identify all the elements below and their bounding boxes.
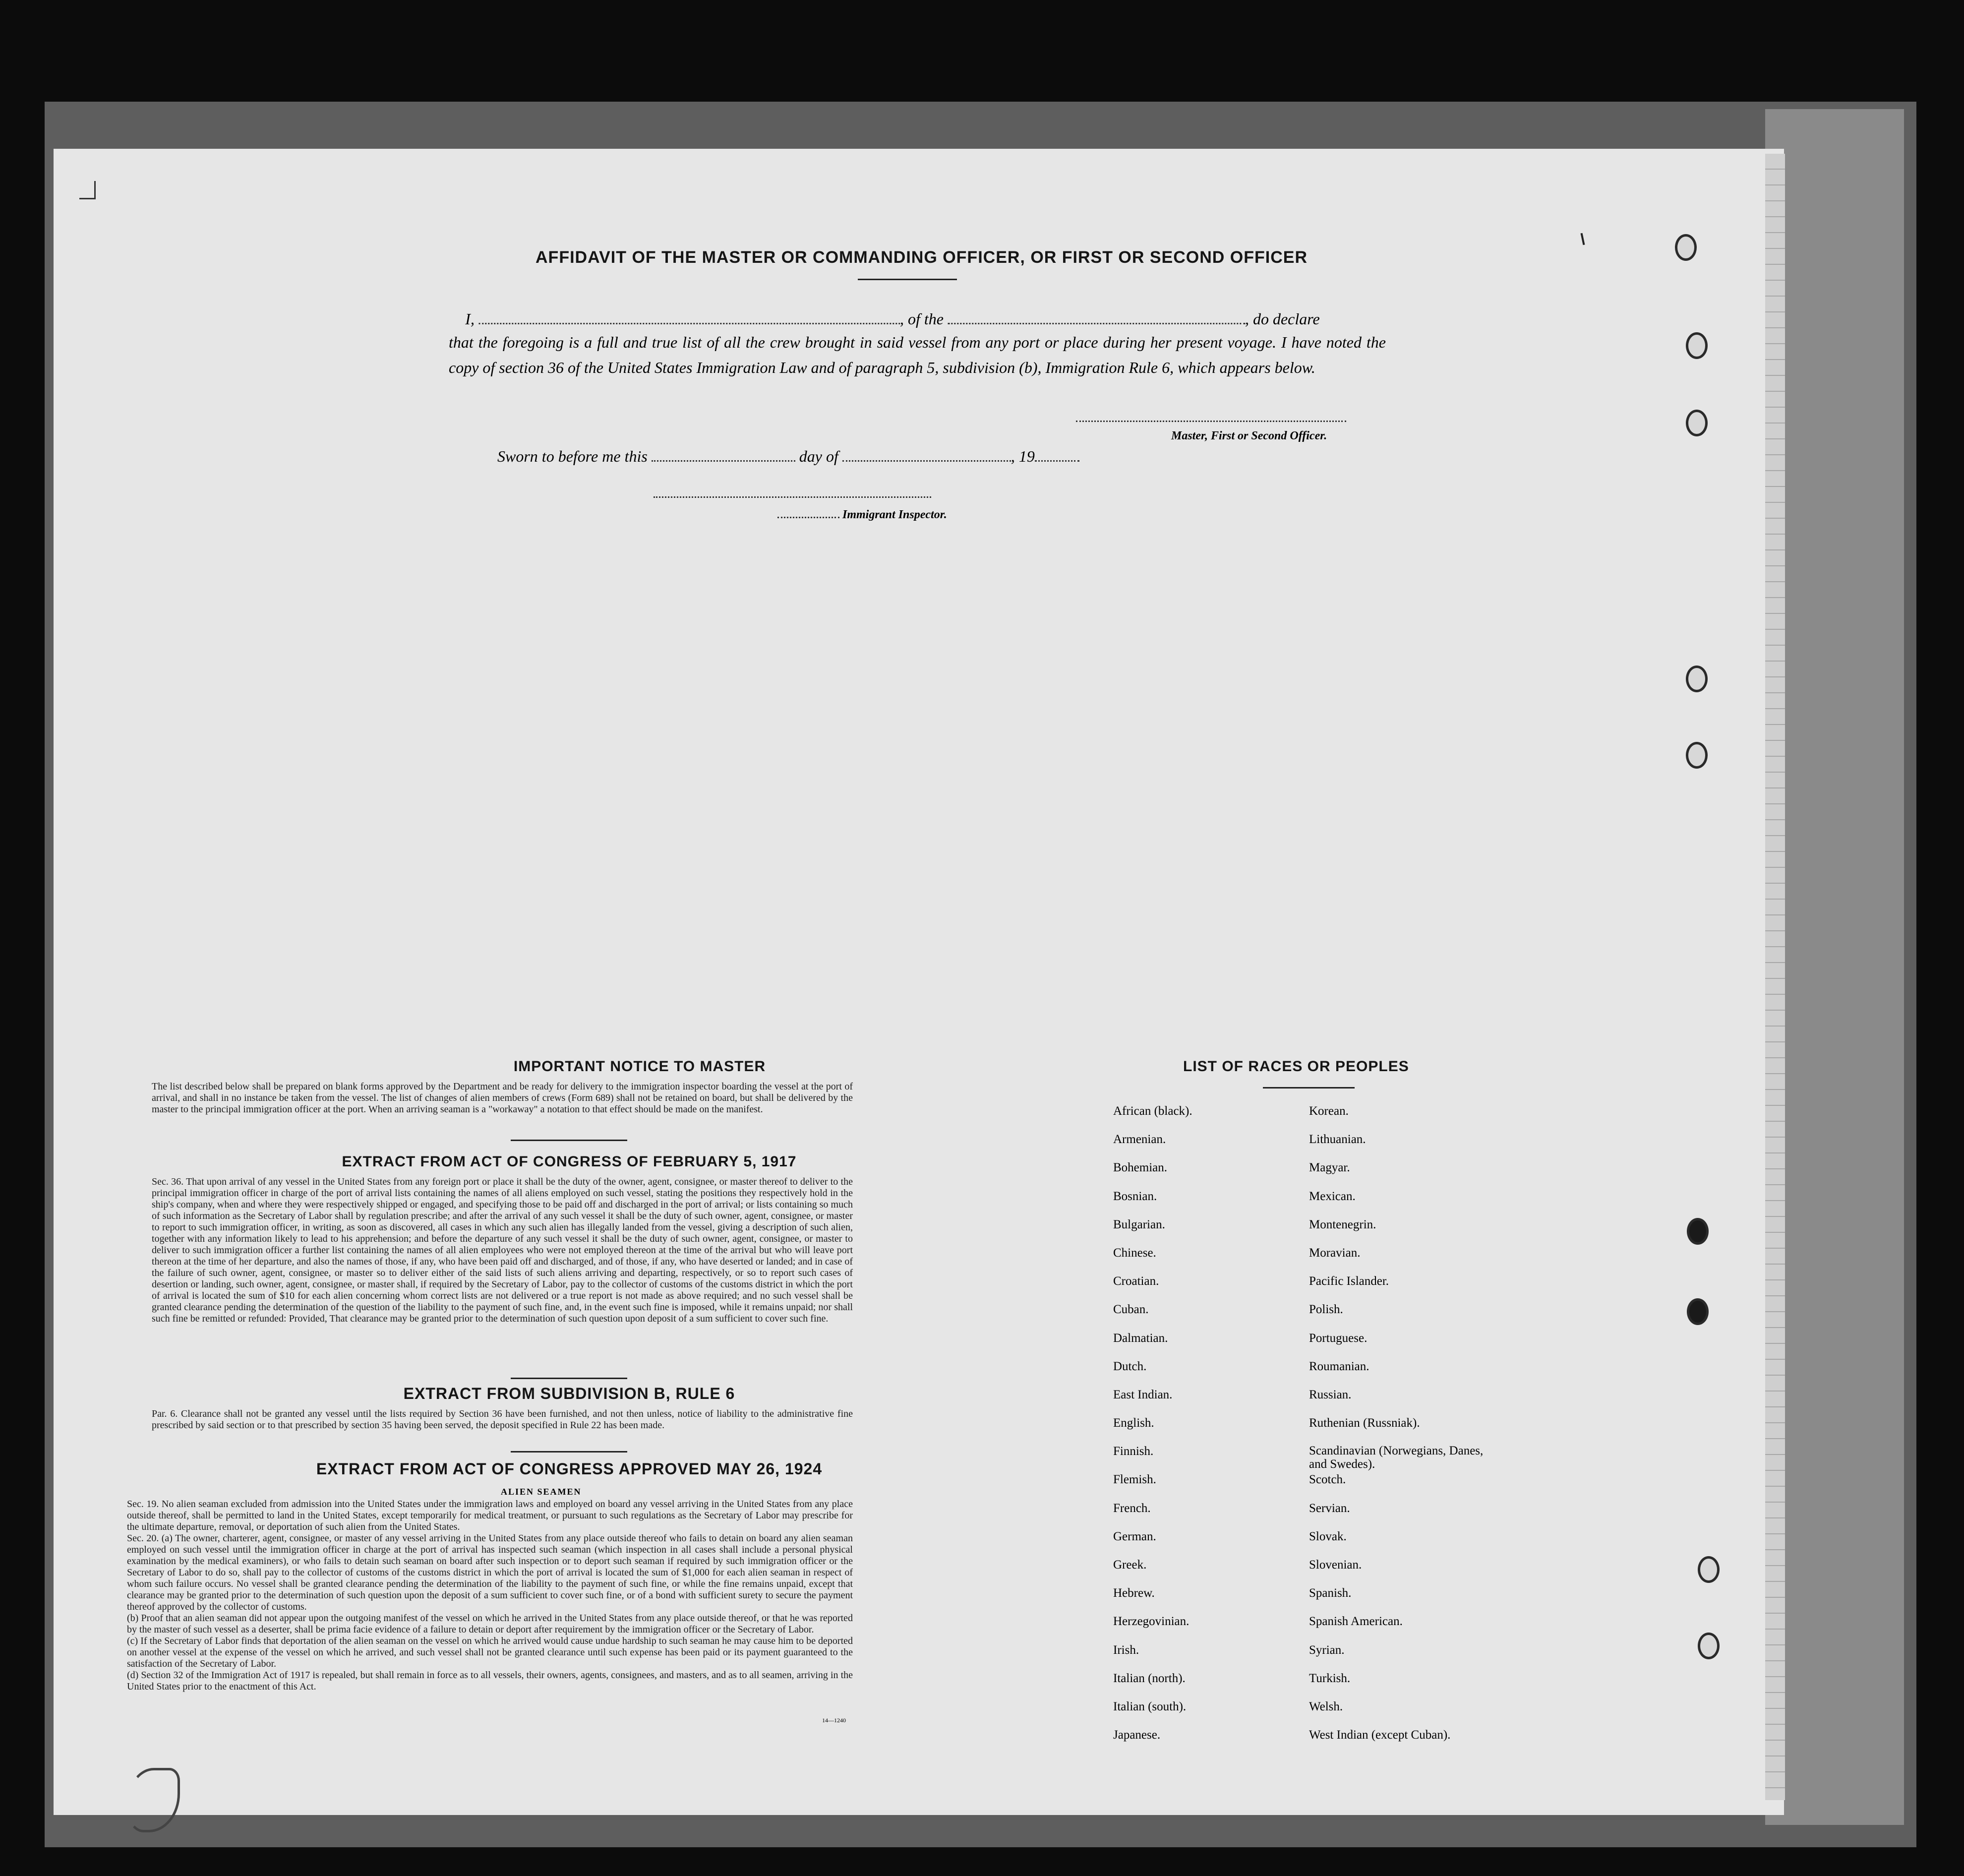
race-item: Irish. [1113,1643,1139,1657]
race-item: English. [1113,1416,1154,1430]
race-item: Chinese. [1113,1246,1156,1260]
of-the-label: , of the [899,310,944,328]
vessel-name-field[interactable] [948,310,1245,324]
race-item: Turkish. [1309,1671,1351,1685]
extract-1917-title: EXTRACT FROM ACT OF CONGRESS OF FEBRUARY 5, 1917 [342,1153,797,1170]
race-item: Croatian. [1113,1274,1159,1288]
races-left-column [1113,1097,1192,1749]
notice-body: The list described below shall be prepared on blank forms approved by the Department and be ready for delivery to the immigration inspector boarding the vessel at the port of arrival, and shall in no instance be taken from the vessel. The list of changes of alien members of crews (Form 689) shall not be retained on board, but shall be delivered by the master to the principal immigration officer at the port. When an arriving seaman is a "workaway" a notation to that effect should be made on the manifest. [152,1081,853,1115]
extract-1924-subtitle: ALIEN SEAMEN [501,1487,582,1497]
backing-sheet-edge [1765,109,1904,1825]
inspector-line [777,508,947,522]
sec-20c-text: (c) If the Secretary of Labor finds that deportation of the alien seaman on the vessel on which he arrived would cause undue hardship to such seaman he may cause him to be deported on another vessel at the expense of the vessel on which he arrived, and such vessel shall not be granted clearance until such expense has been paid or its payment guaranteed to the satisfaction of the Secretary of Labor. [127,1635,853,1669]
inspector-label: Immigrant Inspector. [842,508,947,521]
race-item: African (black). [1113,1104,1192,1118]
race-item: Slovenian. [1309,1558,1362,1572]
race-item: Spanish American. [1309,1615,1403,1629]
extract-1917-body: Sec. 36. That upon arrival of any vessel in the United States from any foreign port or place it shall be the duty of the owner, agent, consignee, or master thereof to deliver to the principal immigration officer in charge of the port of arrival lists containing the names of all aliens employed on such vessel, stating the positions they respectively hold in the ship's company, when and where they were respectively shipped or engaged, and specifying those to be paid off and discharged in the port of arrival; or lists containing so much of such information as the Secretary of Labor shall by regulation prescribe; and after the arrival of any such vessel it shall be the duty of such owner, agent, consignee, or master to report to such immigration officer, in writing, as soon as discovered, all cases in which any such alien has illegally landed from the vessel, giving a description of such alien, together with any information likely to lead to his apprehension; and before the departure of any such vessel it shall be the duty of such owner, agent, consignee, or master to deliver to such immigration officer a further list containing the names of all alien employees who were not employed thereon at the time of the arrival but who will leave port thereon at the time of her departure, and also the names of those, if any, who have been paid off and discharged, and of those, if any, who have deserted or landed; and in case of the failure of such owner, agent, consignee, or master so to deliver either of the said lists of such aliens arriving and departing, respectively, or so to report such cases of desertion or landing, such owner, agent, consignee, or master shall, if required by the Secretary of Labor, pay to the collector of customs of the customs district in which the port of arrival is located the sum of $10 for each alien concerning whom correct lists are not delivered or a true report is not made as above required; and no such vessel shall be granted clearance pending the determination of the question of the liability to the payment of such fine, and, in the event such fine is imposed, while it remains unpaid; nor shall such fine be remitted or refunded: Provided, That clearance may be granted prior to the determination of such question upon deposit of a sum sufficient to cover such fine. [152,1176,853,1324]
race-item: Polish. [1309,1303,1343,1317]
affidavit-declaration-line [465,310,1319,328]
inspector-dots [777,508,839,518]
binder-hole-icon [1687,1298,1709,1325]
binder-hole-icon [1687,1218,1709,1245]
race-item: Magyar. [1309,1161,1350,1175]
master-signature-label: Master, First or Second Officer. [1171,429,1327,442]
race-item: East Indian. [1113,1388,1173,1401]
declarant-prefix: I, [465,310,475,328]
binder-ring-icon [1686,410,1708,436]
race-item: Moravian. [1309,1246,1361,1260]
race-item: Welsh. [1309,1699,1343,1713]
sworn-day-of-label: day of [799,447,838,465]
sworn-prefix: Sworn to before me this [497,447,648,465]
race-item: Korean. [1309,1104,1349,1118]
race-item: West Indian (except Cuban). [1309,1728,1451,1742]
race-item: Herzegovinian. [1113,1615,1190,1629]
race-item: French. [1113,1501,1151,1515]
binder-ring-icon [1675,234,1697,261]
race-item: Finnish. [1113,1445,1154,1458]
extract-rule6-rule [511,1451,627,1452]
race-item: German. [1113,1529,1156,1543]
race-item: Russian. [1309,1388,1352,1401]
race-item: Scotch. [1309,1473,1346,1487]
declarant-name-field[interactable] [478,310,900,324]
sworn-line [497,447,1079,466]
race-item: Hebrew. [1113,1586,1155,1600]
race-item: Dalmatian. [1113,1331,1168,1345]
sworn-day-field[interactable] [652,447,795,462]
corner-mark-icon [79,181,96,199]
affidavit-title-rule [858,279,957,280]
race-item: Bohemian. [1113,1161,1168,1175]
race-item: Montenegrin. [1309,1217,1376,1231]
extract-1924-title: EXTRACT FROM ACT OF CONGRESS APPROVED MAY 26, 1924 [316,1460,823,1478]
race-item: Armenian. [1113,1133,1166,1147]
binder-ring-icon [1686,332,1708,359]
race-item: Pacific Islander. [1309,1274,1389,1288]
race-item: Bulgarian. [1113,1217,1165,1231]
race-item: Syrian. [1309,1643,1345,1657]
binder-ring-icon [1686,666,1708,692]
binder-ring-icon [1686,742,1708,769]
sworn-year-field[interactable] [1035,447,1079,462]
race-item: Roumanian. [1309,1359,1369,1373]
page-stack-edge [1765,154,1785,1800]
binder-ring-icon [1698,1633,1720,1659]
extract-1917-rule [511,1378,627,1379]
races-right-column [1309,1097,1492,1749]
extract-rule6-body: Par. 6. Clearance shall not be granted any vessel until the lists required by Section 36 have been furnished, and not then unless, notice of liability to the administrative fine prescribed by said section or to that prescribed by section 35 having been served, the deposit specified in Rule 22 has been made. [152,1408,853,1431]
notice-title: IMPORTANT NOTICE TO MASTER [513,1058,766,1075]
race-item: Greek. [1113,1558,1147,1572]
do-declare-label: , do declare [1245,310,1320,328]
sec-20d-text: (d) Section 32 of the Immigration Act of 1917 is repealed, but shall remain in force as to all vessels, their owners, agents, consignees, and masters, and as to all seamen, arriving in the United States prior to the enactment of this Act. [127,1670,853,1692]
race-item: Ruthenian (Russniak). [1309,1416,1420,1430]
master-signature-field[interactable] [1076,417,1346,422]
affidavit-paragraph: that the foregoing is a full and true list of all the crew brought in said vessel from any port or place during her present voyage. I have noted the copy of section 36 of the United States Immigration Law and of paragraph 5, subdivision (b), Immigration Rule 6, which appears below. [449,333,1386,376]
race-item: Slovak. [1309,1529,1347,1543]
race-item: Bosnian. [1113,1189,1157,1203]
race-item: Lithuanian. [1309,1133,1366,1147]
race-item: Servian. [1309,1501,1350,1515]
race-item: Italian (south). [1113,1699,1187,1713]
sworn-year-label: , 19 [1011,447,1035,465]
race-item: Scandinavian (Norwegians, Danes, and Swedes). [1309,1444,1484,1471]
inspector-signature-field[interactable] [654,492,931,498]
sec-20a-text: Sec. 20. (a) The owner, charterer, agent, consignee, or master of any vessel arriving in the United States from any place outside thereof who fails to detain on board any alien seaman employed on such vessel until the immigration officer in charge at the port of arrival has inspected such seaman (which inspection in all cases shall include a personal physical examination by the medical examiners), or who fails to detain such seaman on board after such inspection or to deport such seaman if required by such immigration officer or the Secretary of Labor to do so, shall pay to the collector of customs of the customs district in which the port of arrival is located the sum of $1,000 for each alien seaman in respect of whom such failure occurs. No vessel shall be granted clearance pending the determination of the liability to the payment of such fine, or while the fine remains unpaid, except that clearance may be granted prior to the determination of such question upon the deposit of a sum sufficient to cover such fine, or of a bond with sufficient surety to secure the payment thereof approved by the collector of customs. [127,1533,853,1612]
race-item: Mexican. [1309,1189,1356,1203]
extract-rule6-title: EXTRACT FROM SUBDIVISION B, RULE 6 [403,1385,735,1402]
race-item: Dutch. [1113,1359,1147,1373]
race-item: Cuban. [1113,1303,1149,1317]
sec-20b-text: (b) Proof that an alien seaman did not appear upon the outgoing manifest of the vessel on which he arrived in the United States from any place outside thereof, or that he was reported by the master of such vessel as a deserter, shall be prima facie evidence of a failure to detain or deport after requirement by the immigration officer or the Secretary of Labor. [127,1613,853,1635]
sworn-month-field[interactable] [842,447,1011,462]
affidavit-title: AFFIDAVIT OF THE MASTER OR COMMANDING OFFICER, OR FIRST OR SECOND OFFICER [536,248,1308,267]
race-item: Flemish. [1113,1473,1156,1487]
extract-1924-body [127,1499,853,1693]
race-item: Portuguese. [1309,1331,1368,1345]
race-item: Japanese. [1113,1728,1161,1742]
races-title-rule [1263,1087,1355,1089]
races-title: LIST OF RACES OR PEOPLES [1183,1058,1409,1075]
notice-rule [511,1140,627,1141]
race-item: Italian (north). [1113,1671,1186,1685]
sec-19-text: Sec. 19. No alien seaman excluded from admission into the United States under the immigration laws and employed on board any vessel arriving in the United States from any place outside thereof, shall be permitted to land in the United States, except temporarily for medical treatment, or pursuant to such regulations as the Secretary of Labor may prescribe for the ultimate departure, removal, or deportation of such alien from the United States. [127,1499,853,1532]
race-item: Spanish. [1309,1586,1352,1600]
binder-ring-icon [1698,1556,1720,1583]
form-number: 14—1240 [822,1717,846,1724]
